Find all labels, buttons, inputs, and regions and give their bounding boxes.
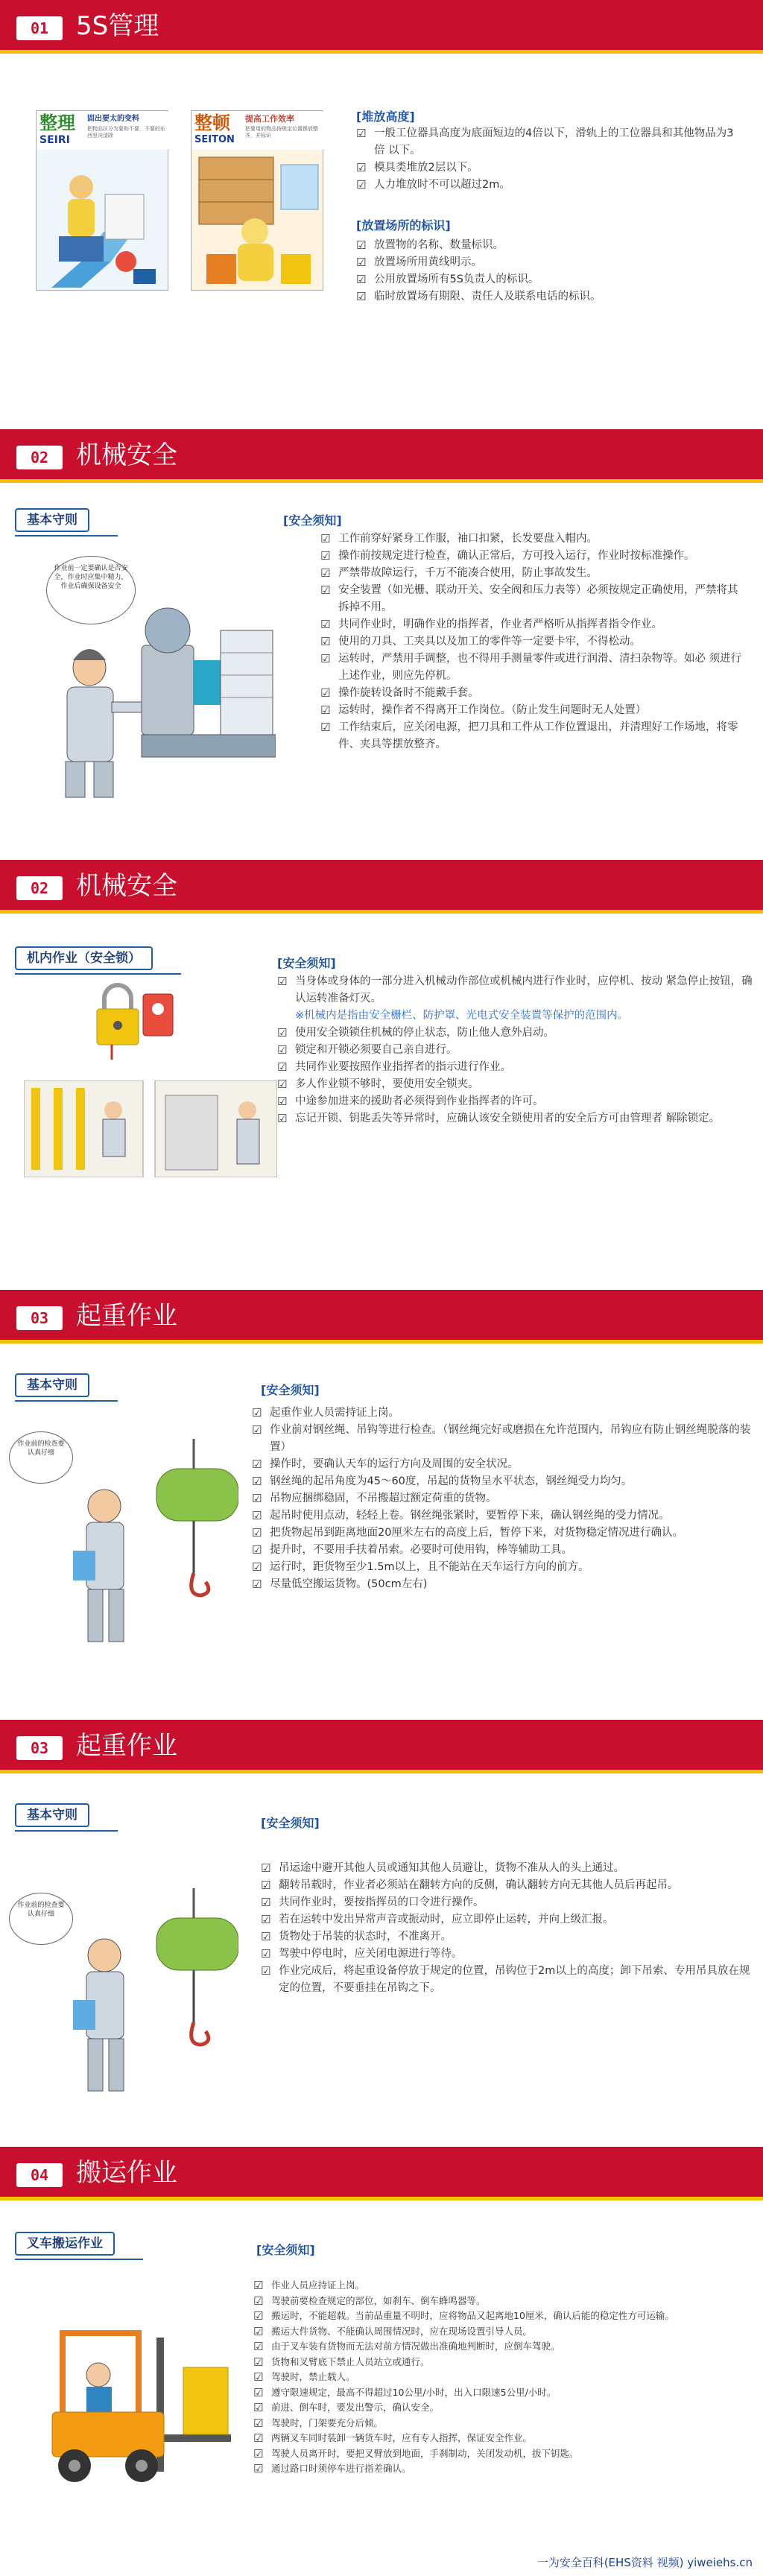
rule-item: ☑ 严禁带故障运行，千万不能凑合使用，防止事故发生。 [320,565,745,582]
poster-title: 提高工作效率 [245,114,294,124]
machine-operator-illustration [30,556,276,802]
section-title: 起重作业 [76,1731,177,1761]
group-heading: [放置场所的标识] [356,218,451,232]
rule-item: ☑ 工作前穿好紧身工作服，袖口扣紧，长发要盘入帽内。 [320,531,745,548]
rule-item: ☑ 搬运大件货物、不能确认周围情况时，应在现场设置引导人员。 [253,2324,762,2340]
rule-item: ☑ 锁定和开锁必须要自己亲自进行。 [277,1042,762,1059]
section-banner [0,2147,763,2200]
rule-item: ☑ 尽量低空搬运货物。(50cm左右) [252,1576,759,1593]
rule-item: ☑ 货物和叉臂底下禁止人员站立或通行。 [253,2355,762,2370]
rule-item: ☑ 人力堆放时不可以超过2m。 [356,177,744,194]
forklift-illustration [45,2323,238,2494]
section-banner [0,1720,763,1773]
section-number: 04 [16,2163,63,2187]
rule-item: ☑ 搬运时，不能超载。当前品重量不明时，应将物品又起离地10厘米，确认后能的稳定性方可运输。 [253,2308,762,2324]
rule-item: ☑ 驾驶前要检查规定的部位，如刹车、倒车蜂鸣器等。 [253,2294,762,2309]
rule-item: ☑ 共同作业要按照作业指挥者的指示进行作业。 [277,1059,762,1076]
section-number: 02 [16,446,63,469]
section-transport [0,2147,763,2576]
rule-item: ☑ 操作时，要确认天车的运行方向及周围的安全状况。 [252,1456,759,1473]
seiton-illustration [191,150,324,291]
section-machine-safety [0,429,763,860]
safety-heading: [安全须知] [261,1816,320,1830]
poster-roman-text: SEITON [194,134,235,145]
speech-bubble: 作业前一定要确认是否安全，作业时应集中精力，作业后确保设备安全 [46,556,136,624]
section-banner [0,860,763,914]
rule-item: ☑ 运行时，距货物至少1.5m以上，且不能站在天车运行方向的前方。 [252,1559,759,1576]
section-title: 起重作业 [76,1301,177,1331]
rule-item: ☑ 驾驶中停电时，应关闭电源进行等待。 [261,1946,760,1963]
rule-list [253,2278,762,2477]
rule-item: ☑ 把货物起吊到距离地面20厘米左右的高度上后，暂停下来，对货物稳定情况进行确认。 [252,1525,759,1542]
rule-item: ☑ 操作旋转设备时不能戴手套。 [320,685,745,702]
rule-item: ☑ 前进、倒车时，要发出警示，确认安全。 [253,2400,762,2416]
rule-item: ☑ 两辆叉车同时装卸一辆货车时，应有专人指挥，保证安全作业。 [253,2431,762,2446]
rule-item: ☑ 起吊时使用点动，轻轻上卷。钢丝绳张紧时，要暂停下来，确认钢丝绳的受力情况。 [252,1507,759,1525]
rule-item: ☑ 模具类堆放2层以下。 [356,159,744,177]
section-title: 机械安全 [76,871,177,901]
rule-item: ☑ 驾驶人员离开时，要把叉臂放到地面，手刹制动，关闭发动机，拔下钥匙。 [253,2446,762,2462]
rule-item: ☑ 工作结束后，应关闭电源，把刀具和工件从工作位置退出，并清理好工作场地，将零件、夹具等摆放整齐。 [320,719,745,753]
poster-sub: 把物品区分为要和不要，不要的东西坚决清除 [87,126,165,139]
rule-item: ☑ 作业人员应持证上岗。 [253,2278,762,2294]
hoist-inspector-illustration [67,1888,238,2112]
rule-note: ※机械内是指由安全栅栏、防护罩、光电式安全装置等保护的范围内。 [295,1010,629,1022]
poster-big-text: 整顿 [194,113,230,133]
rule-item: ☑ 通过路口时须停车进行指差确认。 [253,2461,762,2477]
rule-item: ☑ 作业前对钢丝绳、吊钩等进行检查。（钢丝绳完好或磨损在允许范围内，吊钩应有防止钢丝绳脱落的装置） [252,1422,759,1456]
section-banner [0,429,763,483]
rule-list [252,1405,759,1593]
rule-item: ☑ 多人作业锁不够时，要使用安全锁夹。 [277,1076,762,1093]
rule-item: ☑ 使用的刀具、工夹具以及加工的零件等一定要卡牢，不得松动。 [320,633,745,651]
section-lockout [0,860,763,1290]
section-title: 5S管理 [76,11,159,41]
rule-item: ☑ 操作前按规定进行检查，确认正常后，方可投入运行，作业时按标准操作。 [320,548,745,565]
rule-list [356,125,744,194]
section-tag: 基本守则 [15,1373,89,1397]
safety-heading: [安全须知] [277,956,336,970]
rule-item: ☑ 驾驶时，禁止载人。 [253,2370,762,2385]
rule-item: ☑ 忘记开锁、钥匙丢失等异常时，应确认该安全锁使用者的安全后方可由管理者 解除锁定。 [277,1110,762,1127]
rule-item: ☑ 若在运转中发出异常声音或振动时，应立即停止运转，并向上级汇报。 [261,1911,760,1928]
rule-item: ☑ 一般工位器具高度为底面短边的4倍以下，滑轨上的工位器具和其他物品为3倍 以下。 [356,125,744,159]
speech-bubble: 作业前的检查要认真仔细 [9,1893,73,1945]
seiri-illustration [37,150,169,291]
rule-item: ☑ 起重作业人员需持证上岗。 [252,1405,759,1422]
poster-big-text: 整理 [39,113,75,133]
section-tag: 机内作业（安全锁） [15,946,153,970]
rule-item: ☑ 运转时，严禁用手调整，也不得用手测量零件或进行润滑、清扫杂物等。如必 须进行上述作业，则应先停机。 [320,651,745,685]
safety-heading: [安全须知] [283,513,342,528]
rule-list [261,1860,760,1997]
rule-item: ☑ 放置物的名称、数量标识。 [356,237,744,254]
section-tag: 叉车搬运作业 [15,2232,115,2256]
rule-item: ☑ 放置场所用黄线明示。 [356,254,744,271]
rule-item: ☑ 共同作业时，明确作业的指挥者，作业者严格听从指挥者指令作业。 [320,616,745,633]
rule-item: ☑ 当身体或身体的一部分进入机械动作部位或机械内进行作业时，应停机、按动 紧急停止按钮，确认运转准备灯灭。 [277,973,762,1007]
rule-item: ☑ 运转时，操作者不得离开工作岗位。（防止发生问题时无人处置） [320,702,745,719]
poster-sub: 把要用的物品按规定位置摆放整齐，并标识 [245,126,318,139]
safety-heading: [安全须知] [261,1383,320,1397]
section-lifting-1 [0,1290,763,1720]
section-number: 03 [16,1736,63,1760]
rule-item: ☑ 临时放置场有期限、责任人及联系电话的标识。 [356,288,744,306]
rule-item: ☑ 使用安全锁锁住机械的停止状态，防止他人意外启动。 [277,1025,762,1042]
rule-item: ☑ 由于叉车装有货物而无法对前方情况做出准确地判断时，应倒车驾驶。 [253,2339,762,2355]
section-number: 01 [16,16,63,40]
rule-item: ☑ 翻转吊载时，作业者必须站在翻转方向的反侧，确认翻转方向无其他人员后再起吊。 [261,1877,760,1894]
rule-list [277,973,762,1127]
section-tag: 基本守则 [15,1803,89,1827]
section-number: 03 [16,1306,63,1330]
rule-item: ☑ 提升时，不要用手扶着吊索。必要时可使用钩，棒等辅助工具。 [252,1542,759,1559]
rule-list [320,531,745,753]
section-title: 搬运作业 [76,2158,177,2188]
rule-item: ☑ 钢丝绳的起吊角度为45～60度，吊起的货物呈水平状态，钢丝绳受力均匀。 [252,1473,759,1490]
rule-item: ☑ 吊物应捆绑稳固，不吊搬超过额定荷重的货物。 [252,1490,759,1507]
rule-list [356,237,744,306]
poster-title: 固出要太的变料 [87,115,139,123]
section-tag: 基本守则 [15,508,89,532]
seiton-poster [191,110,323,291]
section-banner [0,0,763,54]
rule-item: ☑ 公用放置场所有5S负责人的标识。 [356,271,744,288]
rule-item: ☑ 遵守限速规定，最高不得超过10公里/小时，出入口限速5公里/小时。 [253,2385,762,2401]
hoist-inspector-illustration [67,1439,238,1662]
rule-item: ☑ 共同作业时，要按指挥员的口令进行操作。 [261,1894,760,1911]
section-banner [0,1290,763,1344]
rule-item: ☑ 吊运途中避开其他人员或通知其他人员避让，货物不准从人的头上通过。 [261,1860,760,1877]
rule-item: ☑ 中途参加进来的援助者必须得到作业指挥者的许可。 [277,1093,762,1110]
poster-roman-text: SEIRI [39,134,70,146]
section-5s [0,0,763,429]
footer-watermark[interactable]: 一为安全百科(EHS资料 视频) yiweiehs.cn [536,2556,753,2569]
rule-item: ☑ 驾驶时，门架要充分后倾。 [253,2416,762,2431]
seiri-poster [36,110,168,291]
rule-item: ☑ 作业完成后，将起重设备停放于规定的位置，吊钩位于2m以上的高度；卸下吊索、专用吊具放在规定的位置，不要垂挂在吊钩之下。 [261,1963,760,1997]
section-number: 02 [16,876,63,900]
rule-item: ☑ 货物处于吊装的状态时，不准离开。 [261,1928,760,1946]
safety-heading: [安全须知] [256,2243,315,2257]
lockout-scene-illustration [24,1080,277,1177]
section-title: 机械安全 [76,440,177,470]
padlock-illustration [89,979,186,1061]
rule-item: ☑ 安全装置（如光栅、联动开关、安全阀和压力表等）必须按规定正确使用，严禁将其拆掉不用。 [320,582,745,616]
group-heading: [堆放高度] [356,110,415,124]
speech-bubble: 作业前的检查要认真仔细 [9,1431,73,1484]
section-lifting-2 [0,1720,763,2147]
